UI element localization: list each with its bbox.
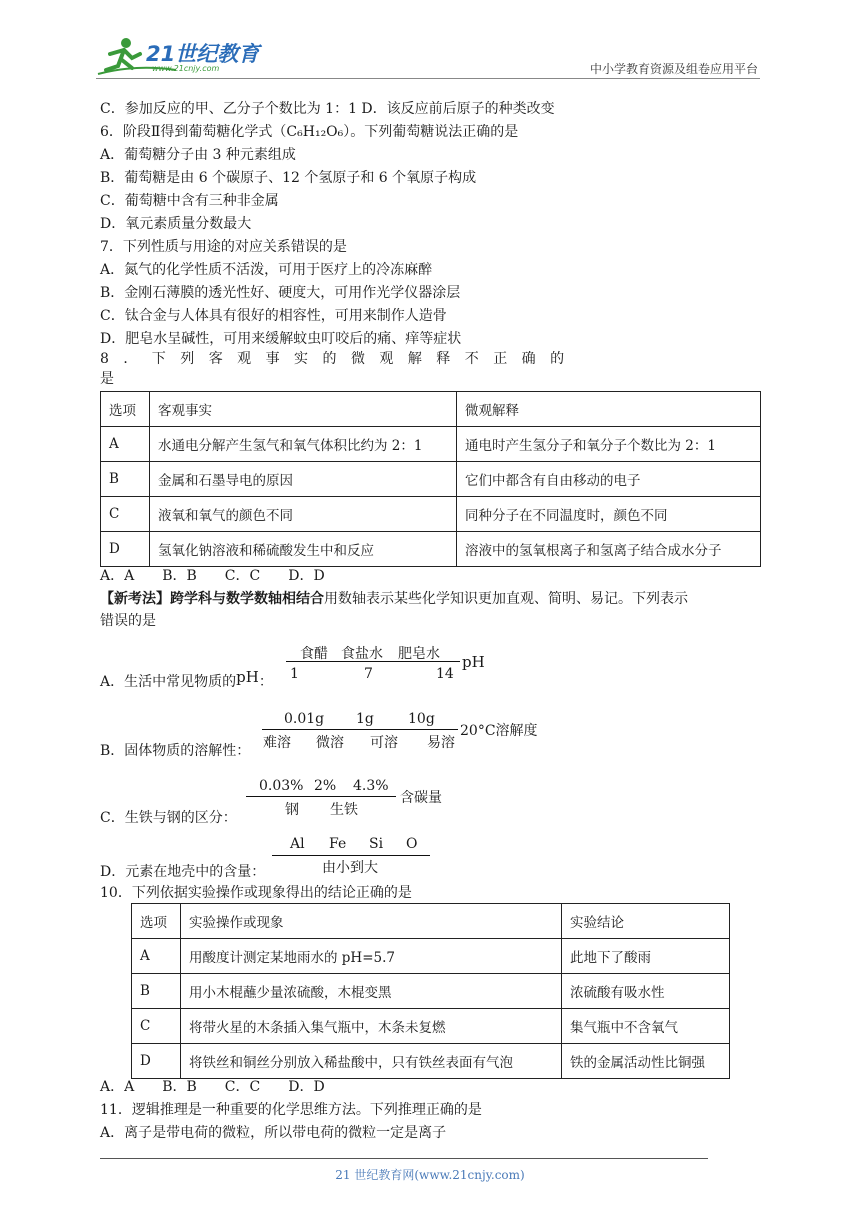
q6-option-c: C．葡萄糖中含有三种非金属 — [100, 193, 279, 209]
axis-label-bottom: 7 — [364, 666, 373, 682]
logo-url: www.21cnjy.com — [152, 64, 220, 73]
q9-stem-text: 用数轴表示某些化学知识更加直观、简明、易记。下列表示 — [324, 591, 688, 607]
axis-label-bottom: 微溶 — [316, 735, 344, 751]
footer-link[interactable]: 21 世纪教育网(www.21cnjy.com) — [335, 1168, 525, 1182]
axis-label-top: 食醋 — [300, 646, 328, 662]
q11-stem: 11．逻辑推理是一种重要的化学思维方法。下列推理正确的是 — [100, 1102, 482, 1118]
table-row — [132, 939, 730, 974]
table-cell: 浓硫酸有吸水性 — [562, 974, 730, 1009]
axis-label-top: Si — [369, 836, 384, 852]
q9-stem-cont: 错误的是 — [100, 613, 156, 629]
q9-option-a — [100, 668, 273, 692]
axis-unit: 含碳量 — [400, 790, 442, 806]
q9-a-label: A．生活中常见物质的 — [100, 674, 237, 690]
q9-option-d: D．元素在地壳中的含量： — [100, 864, 266, 880]
axis-label-top: 4.3% — [353, 778, 389, 794]
axis-label-bottom: 可溶 — [370, 735, 398, 751]
table-header-row — [132, 904, 730, 939]
table-cell: 水通电分解产生氢气和氧气体积比约为 2：1 — [150, 427, 457, 462]
table-cell: D — [132, 1044, 181, 1079]
header-cell: 客观事实 — [150, 392, 457, 427]
table-row — [101, 462, 761, 497]
platform-name: 中小学教育资源及组卷应用平台 — [589, 62, 758, 76]
table-cell: A — [101, 427, 150, 462]
table-cell: 铁的金属活动性比铜强 — [562, 1044, 730, 1079]
axis-label-top: O — [406, 836, 418, 852]
table-cell: C — [101, 497, 150, 532]
q9-stem — [100, 589, 688, 609]
q8-stem: 8 ． 下 列 客 观 事 实 的 微 观 解 释 不 正 确 的 — [100, 351, 567, 367]
axis-label-bottom: 1 — [290, 666, 299, 682]
table-row — [101, 532, 761, 567]
ph-number-line — [286, 661, 460, 662]
table-cell: 将铁丝和铜丝分别放入稀盐酸中，只有铁丝表面有气泡 — [181, 1044, 562, 1079]
q9-a-colon: ： — [258, 674, 273, 690]
table-cell: 它们中都含有自由移动的电子 — [457, 462, 761, 497]
table-cell: A — [132, 939, 181, 974]
axis-label-bottom: 难溶 — [263, 735, 291, 751]
table-cell: D — [101, 532, 150, 567]
crust-number-line — [272, 855, 430, 856]
q6-option-d: D．氧元素质量分数最大 — [100, 216, 252, 232]
table-cell: B — [101, 462, 150, 497]
footer-divider — [100, 1158, 708, 1159]
axis-label-top: 10g — [408, 711, 435, 727]
axis-label-top: Al — [290, 836, 305, 852]
table-cell: 用小木棍蘸少量浓硫酸，木棍变黑 — [181, 974, 562, 1009]
table-cell: 同种分子在不同温度时，颜色不同 — [457, 497, 761, 532]
q5-option-cd: C．参加反应的甲、乙分子个数比为 1：1 D．该反应前后原子的种类改变 — [100, 101, 555, 117]
axis-label-bottom: 由小到大 — [322, 860, 378, 876]
header-divider — [96, 78, 760, 79]
table-cell: 将带火星的木条插入集气瓶中，木条未复燃 — [181, 1009, 562, 1044]
table-row — [101, 497, 761, 532]
table-row — [132, 1044, 730, 1079]
axis-label-top: 食盐水 — [341, 646, 383, 662]
q8-table — [100, 391, 761, 567]
q6-option-b: B．葡萄糖是由 6 个碳原子、12 个氢原子和 6 个氧原子构成 — [100, 170, 477, 186]
table-row — [132, 1009, 730, 1044]
table-cell: 此地下了酸雨 — [562, 939, 730, 974]
table-cell: 液氧和氧气的颜色不同 — [150, 497, 457, 532]
q8-stem-cont: 是 — [100, 371, 114, 387]
table-cell: C — [132, 1009, 181, 1044]
new-exam-tag: 【新考法】跨学科与数学数轴相结合 — [100, 591, 324, 607]
axis-label-bottom: 易溶 — [427, 735, 455, 751]
axis-label-top: Fe — [329, 836, 347, 852]
axis-label-top: 0.03% — [259, 778, 304, 794]
table-cell: 通电时产生氢分子和氧分子个数比为 2：1 — [457, 427, 761, 462]
q7-option-d: D．肥皂水呈碱性，可用来缓解蚊虫叮咬后的痛、痒等症状 — [100, 331, 462, 347]
q7-option-b: B．金刚石薄膜的透光性好、硬度大，可用作光学仪器涂层 — [100, 285, 461, 301]
axis-label-bottom: 14 — [436, 666, 454, 682]
table-cell: 用酸度计测定某地雨水的 pH=5.7 — [181, 939, 562, 974]
axis-label-top: 2% — [314, 778, 337, 794]
q9-option-b: B．固体物质的溶解性： — [100, 743, 251, 759]
table-cell: 集气瓶中不含氧气 — [562, 1009, 730, 1044]
q10-stem: 10．下列依据实验操作或现象得出的结论正确的是 — [100, 885, 412, 901]
carbon-number-line — [246, 796, 396, 797]
axis-label-bottom: 生铁 — [330, 802, 358, 818]
table-row — [132, 974, 730, 1009]
table-header-row — [101, 392, 761, 427]
solubility-number-line — [262, 729, 458, 730]
q10-options: A．A B．B C．C D．D — [100, 1079, 325, 1095]
axis-unit: 20°C溶解度 — [460, 723, 538, 739]
header-cell: 选项 — [132, 904, 181, 939]
axis-label-top: 1g — [356, 711, 374, 727]
table-row — [101, 427, 761, 462]
table-cell: 溶液中的氢氧根离子和氢离子结合成水分子 — [457, 532, 761, 567]
q9-a-ph: pH — [236, 668, 259, 686]
axis-label-top: 肥皂水 — [398, 646, 440, 662]
q7-stem: 7．下列性质与用途的对应关系错误的是 — [100, 239, 347, 255]
header-cell: 实验结论 — [562, 904, 730, 939]
axis-label-top: 0.01g — [284, 711, 325, 727]
header-cell: 实验操作或现象 — [181, 904, 562, 939]
q9-option-c: C．生铁与钢的区分： — [100, 810, 237, 826]
header-cell: 选项 — [101, 392, 150, 427]
q7-option-c: C．钛合金与人体具有很好的相容性，可用来制作人造骨 — [100, 308, 447, 324]
q11-option-a: A．离子是带电荷的微粒，所以带电荷的微粒一定是离子 — [100, 1125, 447, 1141]
axis-label-bottom: 钢 — [285, 802, 299, 818]
header-cell: 微观解释 — [457, 392, 761, 427]
q8-options: A．A B．B C．C D．D — [100, 568, 325, 584]
q6-option-a: A．葡萄糖分子由 3 种元素组成 — [100, 147, 296, 163]
q6-stem: 6．阶段Ⅱ得到葡萄糖化学式（C₆H₁₂O₆）。下列葡萄糖说法正确的是 — [100, 124, 519, 140]
table-cell: 金属和石墨导电的原因 — [150, 462, 457, 497]
axis-unit: pH — [462, 653, 485, 671]
q10-table — [131, 903, 730, 1079]
table-cell: B — [132, 974, 181, 1009]
table-cell: 氢氧化钠溶液和稀硫酸发生中和反应 — [150, 532, 457, 567]
q7-option-a: A．氮气的化学性质不活泼，可用于医疗上的冷冻麻醉 — [100, 262, 433, 278]
logo-text: 21世纪教育 — [146, 42, 260, 66]
